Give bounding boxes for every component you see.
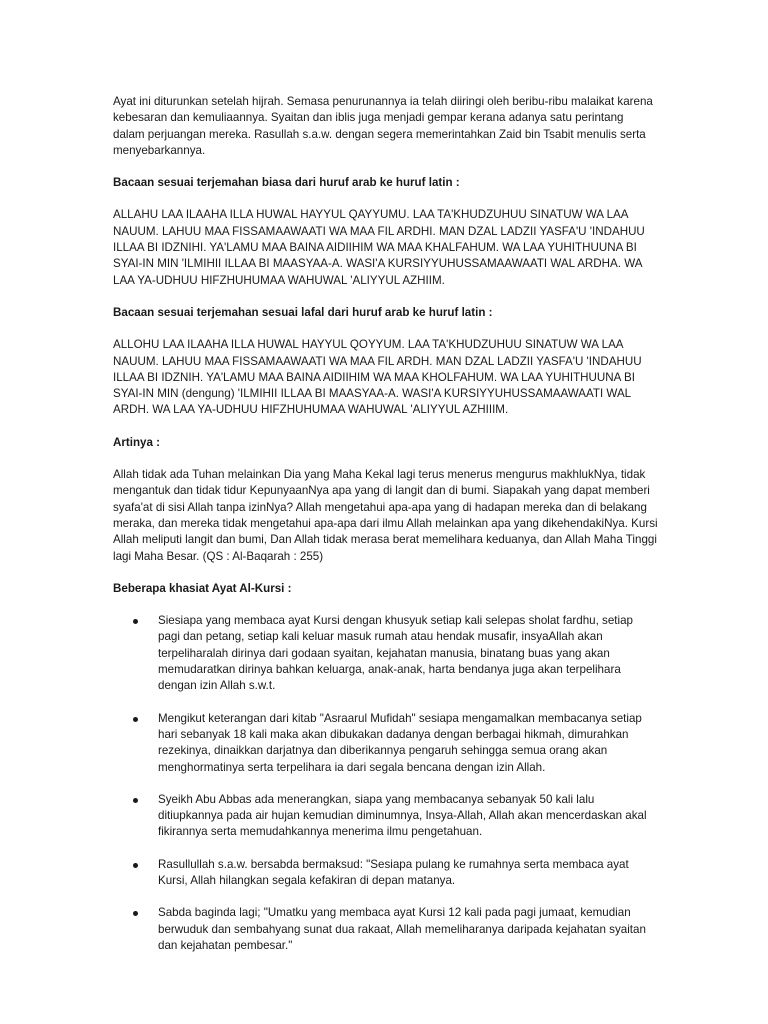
- list-item: [113, 792, 658, 841]
- section-heading-translation: Artinya :: [113, 435, 161, 449]
- list-item-text: Rasullullah s.a.w. bersabda bermaksud: "Sesiapa pulang ke rumahnya serta membaca ayat Kursi, Allah hilangkan segala kefakiran di depan matanya.: [158, 857, 629, 887]
- bullet-icon: [133, 911, 138, 916]
- bullet-icon: [133, 619, 138, 624]
- intro-paragraph: Ayat ini diturunkan setelah hijrah. Semasa penurunannya ia telah diiringi oleh beribu-ribu malaikat karena kebesaran dan kemuliaannya. Syaitan dan iblis juga menjadi gempar kerana adanya satu perintang dalam perjuangan mereka. Rasullah s.a.w. dengan segera memerintahkan Zaid bin Tsabit menulis serta menyebarkannya.: [113, 95, 653, 157]
- section-heading-benefits: Beberapa khasiat Ayat Al-Kursi :: [113, 581, 292, 595]
- list-item-text: Sabda baginda lagi; "Umatku yang membaca ayat Kursi 12 kali pada pagi jumaat, kemudian berwuduk dan sembahyang sunat dua rakaat, Allah memeliharanya daripada kejahatan syaitan dan kejahatan pembesar.": [158, 906, 646, 952]
- list-item: [113, 613, 658, 694]
- section-heading-latin-1: Bacaan sesuai terjemahan biasa dari huruf arab ke huruf latin :: [113, 176, 460, 190]
- section-heading-latin-2: Bacaan sesuai terjemahan sesuai lafal dari huruf arab ke huruf latin :: [113, 305, 493, 319]
- list-item-text: Mengikut keterangan dari kitab "Asraarul Mufidah" sesiapa mengamalkan membacanya setiap hari sebanyak 18 kali maka akan dibukakan dadanya dengan berbagai hikmah, dimurahkan rezekinya, dinaikkan darjatnya dan diberikannya pengaruh sehingga semua orang akan menghormatinya serta terpelihara ia dari segala bencana dengan izin Allah.: [158, 711, 642, 774]
- bullet-icon: [133, 798, 138, 803]
- bullet-icon: [133, 717, 138, 722]
- latin-transliteration-1: ALLAHU LAA ILAAHA ILLA HUWAL HAYYUL QAYYUMU. LAA TA'KHUDZUHUU SINATUW WA LAA NAUUM. LAHUU MAA FISSAMAAWAATI WA MAA FIL ARDHI. MAN DZAL LADZII YASFA'U 'INDAHUU ILLAA BI IDZNIHI. YA'LAMU MAA BAINA AIDIIHIM WA MAA KHALFAHUM. WA LAA YUHITHUUNA BI SYAI-IN MIN 'ILMIHII ILLAA BI MAASYAA-A. WASI'A KURSIYYUHUSSAMAAWAATI WAL ARDHA. WA LAA YA-UDHUU HIFZHUHUMAA WAHUWAL 'ALIYYUL AZHIIM.: [113, 208, 645, 287]
- benefits-list: [113, 613, 658, 954]
- translation-paragraph: Allah tidak ada Tuhan melainkan Dia yang Maha Kekal lagi terus menerus mengurus makhlukNya, tidak mengantuk dan tidak tidur KepunyaanNya apa yang di langit dan di bumi. Siapakah yang dapat memberi syafa'at di sisi Allah tanpa izinNya? Allah mengetahui apa-apa yang di hadapan mereka dan di belakang meraka, dan mereka tidak mengetahui apa-apa dari ilmu Allah melainkan apa yang dikehendakiNya. Kursi Allah meliputi langit dan bumi, Dan Allah tidak merasa berat memelihara keduanya, dan Allah Maha Tinggi lagi Maha Besar. (QS : Al-Baqarah : 255): [113, 468, 658, 563]
- list-item: [113, 857, 658, 890]
- list-item-text: Syeikh Abu Abbas ada menerangkan, siapa yang membacanya sebanyak 50 kali lalu ditiupkannya pada air hujan kemudian diminumnya, Insya-Allah, Allah akan mencerdaskan akal fikirannya serta memudahkannya menerima ilmu pengetahuan.: [158, 792, 647, 839]
- list-item-text: Siesiapa yang membaca ayat Kursi dengan khusyuk setiap kali selepas sholat fardhu, setiap pagi dan petang, setiap kali keluar masuk rumah atau hendak musafir, insyaAllah akan terpeliharalah dirinya dari godaan syaitan, kejahatan manusia, binatang buas yang akan memudaratkan dirinya bahkan keluarga, anak-anak, harta bendanya juga akan terpelihara dengan izin Allah s.w.t.: [158, 614, 633, 693]
- latin-transliteration-2: ALLOHU LAA ILAAHA ILLA HUWAL HAYYUL QOYYUM. LAA TA'KHUDZUHUU SINATUW WA LAA NAUUM. LAHUU MAA FISSAMAAWAATI WA MAA FIL ARDH. MAN DZAL LADZII YASFA'U 'INDAHUU ILLAA BI IDZNIH. YA'LAMU MAA BAINA AIDIIHIM WA MAA KHOLFAHUM. WA LAA YUHITHUUNA BI SYAI-IN MIN (dengung) 'ILMIHII ILLAA BI MAASYAA-A. WASI'A KURSIYYUHUSSAMAAWAATI WAL ARDH. WA LAA YA-UDHUU HIFZHUHUMAA WAHUWAL 'ALIYYUL AZHIIIM.: [113, 338, 642, 417]
- list-item: [113, 711, 658, 776]
- list-item: [113, 905, 658, 954]
- bullet-icon: [133, 863, 138, 868]
